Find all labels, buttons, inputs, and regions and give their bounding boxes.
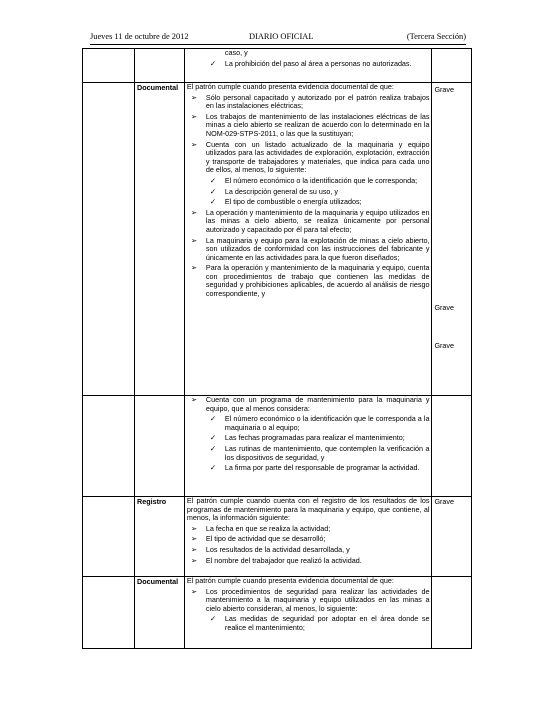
- criteria-cell: [184, 497, 432, 577]
- criteria-intro: El patrón cumple cuando presenta evidencia documental de que:: [186, 82, 394, 91]
- header-date: Jueves 11 de octubre de 2012: [90, 32, 189, 41]
- empty-cell: [432, 577, 472, 649]
- arrow-bullet-icon: ➢: [190, 544, 198, 554]
- arrow-bullet-icon: ➢: [190, 555, 198, 565]
- check-icon: ✓: [209, 443, 217, 453]
- list-item: caso, y: [224, 48, 248, 57]
- empty-cell: [432, 49, 472, 83]
- list-item: ✓ La descripción general de su uso, y: [209, 186, 338, 196]
- severity-cell: [432, 83, 472, 396]
- list-item: ➢ La operación y mantenimiento de la maquinaria y equipo utilizados en las minas a cielo abierto, se realiza únicamente por personal autorizado y capacitado por él para tal efecto;: [190, 207, 430, 234]
- list-item: ✓ Las fechas programadas para realizar el mantenimiento;: [209, 433, 405, 443]
- check-icon: ✓: [209, 614, 217, 624]
- severity-label: Grave: [434, 303, 455, 312]
- list-item: ➢ Sólo personal capacitado y autorizado por el patrón realiza trabajos en las instalaciones eléctricas;: [190, 92, 430, 111]
- table-row: [83, 49, 472, 83]
- list-item: ➢ Los trabajos de mantenimiento de las instalaciones eléctricas de las minas a cielo abierto se realizan de acuerdo con lo determinado en la NOM-029-STPS-2011, o las que la sustituyan;: [190, 111, 430, 138]
- severity-label: Grave: [434, 341, 455, 350]
- evidence-type: Registro: [135, 497, 185, 577]
- list-item: ✓ El tipo de combustible o energía utilizados;: [209, 197, 362, 207]
- table-row: [83, 497, 472, 577]
- header-rule: [90, 44, 466, 45]
- arrow-bullet-icon: ➢: [190, 207, 198, 217]
- list-item: ➢ La maquinaria y equipo para la explotación de minas a cielo abierto, son utilizados de conformidad con las instrucciones del fabricante y únicamente en las actividades para la que fueron diseñados;: [190, 235, 430, 262]
- list-item: ✓ El número económico o la identificación que le corresponda;: [209, 175, 418, 185]
- check-icon: ✓: [209, 414, 217, 424]
- list-item: ➢ El nombre del trabajador que realizó la actividad.: [190, 555, 362, 565]
- check-icon: ✓: [209, 186, 217, 196]
- check-icon: ✓: [209, 58, 217, 68]
- criteria-intro: El patrón cumple cuando presenta evidencia documental de que:: [186, 576, 394, 585]
- list-item: ✓ El número económico o la identificación que le corresponda a la maquinaria o al equipo;: [209, 414, 430, 432]
- list-item: ➢ La fecha en que se realiza la actividad;: [190, 523, 331, 533]
- list-item: ✓ La prohibición del paso al área a personas no autorizadas.: [209, 58, 412, 68]
- arrow-bullet-icon: ➢: [190, 92, 198, 102]
- arrow-bullet-icon: ➢: [190, 263, 198, 273]
- list-item: ✓ Las rutinas de mantenimiento, que contemplen la verificación a los dispositivos de seguridad, y: [209, 443, 430, 462]
- empty-cell: [432, 396, 472, 497]
- criteria-intro: El patrón cumple cuando cuenta con el registro de los resultados de los programas de mantenimiento para la maquinaria y equipo, que contiene, al menos, la información siguiente:: [186, 496, 430, 523]
- check-icon: ✓: [209, 175, 217, 185]
- criteria-cell: [184, 83, 432, 396]
- table-row: [83, 396, 472, 497]
- header-title: DIARIO OFICIAL: [249, 32, 314, 41]
- empty-cell: [83, 49, 135, 83]
- check-icon: ✓: [209, 197, 217, 207]
- arrow-bullet-icon: ➢: [190, 139, 198, 149]
- evidence-type: Documental: [135, 83, 185, 396]
- arrow-bullet-icon: ➢: [190, 586, 198, 596]
- list-item: ✓ Las medidas de seguridad por adoptar en el área donde se realice el mantenimiento;: [209, 614, 430, 632]
- criteria-cell: [184, 49, 432, 83]
- list-item: ➢ Cuenta con un programa de mantenimiento para la maquinaria y equipo, que al menos considera:: [190, 395, 430, 413]
- table-row: [83, 577, 472, 649]
- criteria-cell: [184, 577, 432, 649]
- empty-cell: [83, 577, 135, 649]
- check-icon: ✓: [209, 463, 217, 473]
- empty-cell: [83, 83, 135, 396]
- list-item: ➢ Cuenta con un listado actualizado de la maquinaria y equipo utilizados para las actividades de exploración, explotación, extracción y transporte de trabajadores y materiales, que indica para cada uno de ellos, al menos, lo siguiente:: [190, 139, 430, 175]
- verification-table: [82, 48, 472, 649]
- arrow-bullet-icon: ➢: [190, 111, 198, 121]
- list-item: ➢ Para la operación y mantenimiento de la maquinaria y equipo, cuenta con procedimientos de trabajo que contienen las medidas de seguridad y prohibiciones aplicables, de acuerdo al análisis de riesgo correspondiente, y: [190, 263, 430, 299]
- list-item: ➢ Los resultados de la actividad desarrollada, y: [190, 544, 350, 554]
- arrow-bullet-icon: ➢: [190, 534, 198, 544]
- list-item: ➢ El tipo de actividad que se desarrolló;: [190, 534, 326, 544]
- empty-cell: [135, 49, 185, 83]
- check-icon: ✓: [209, 433, 217, 443]
- list-item: ➢ Los procedimientos de seguridad para realizar las actividades de mantenimiento a la maquinaria y equipo utilizados en las minas a cielo abierto consideran, al menos, lo siguiente:: [190, 586, 430, 613]
- empty-cell: [83, 396, 135, 497]
- empty-cell: [135, 396, 185, 497]
- arrow-bullet-icon: ➢: [190, 523, 198, 533]
- list-item: ✓ La firma por parte del responsable de programar la actividad.: [209, 463, 420, 473]
- criteria-cell: [184, 396, 432, 497]
- evidence-type: Documental: [135, 577, 185, 649]
- header-section: (Tercera Sección): [406, 32, 466, 41]
- arrow-bullet-icon: ➢: [190, 235, 198, 245]
- table-row: [83, 83, 472, 396]
- severity-label: Grave: [434, 85, 455, 94]
- empty-cell: [83, 497, 135, 577]
- severity-label: Grave: [432, 497, 472, 577]
- arrow-bullet-icon: ➢: [190, 395, 198, 404]
